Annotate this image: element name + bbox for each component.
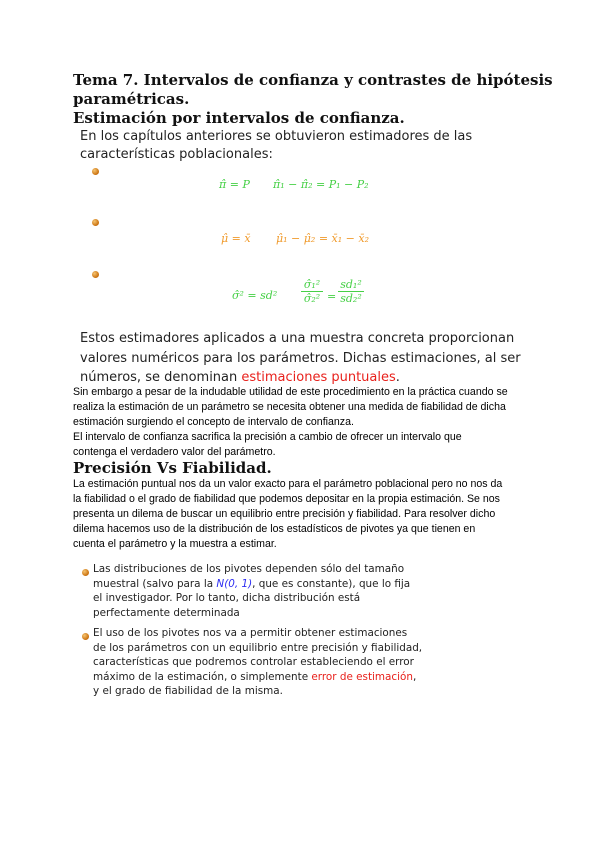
paragraph-precision: La estimación puntual nos da un valor exacto para el parámetro poblacional pero no nos da la fiabilidad o el grado de fiabilidad que podemos depositar en la propia estimación. Se nos presenta un dilema de buscar un equilibrio entre precisión y fiabilidad. Para resolver dicho dilema hacemos uso de la distribución de los estadísticos de pivotes ya que tienen en cuenta el parámetro y la muestra a estimar. (73, 478, 503, 550)
page-title (73, 71, 553, 128)
estimators-line-3: números, se denominan estimaciones puntuales. (80, 370, 400, 385)
bullet-icon (92, 168, 99, 175)
formula-mean: μ̂ = x̄ (221, 232, 251, 245)
bullet-icon (82, 633, 89, 640)
list-item-pivot-distributions: Las distribuciones de los pivotes dependen sólo del tamaño muestral (salvo para la N(0, 1), que es constante), que lo fija el investigador. Por lo tanto, dicha distribución está perfectamente determinada (93, 563, 411, 619)
intro-line-1: En los capítulos anteriores se obtuvieron estimadores de las (80, 129, 473, 144)
estimators-line-2: valores numéricos para los parámetros. Dichas estimaciones, al ser (80, 350, 521, 366)
formula-variance-ratio-rhs (338, 278, 364, 305)
estimators-text (80, 329, 521, 388)
list-item-pivot-usage: El uso de los pivotes nos va a permitir obtener estimaciones de los parámetros con un equilibrio entre precisión y fiabilidad, características que podremos controlar estableciendo el error máximo de la estimación, o simplemente error de estimación, y el grado de fiabilidad de la misma. (93, 627, 423, 698)
rhs-denominator: sd₂² (340, 292, 362, 305)
lhs-numerator: σ̂₁² (301, 278, 323, 292)
rhs-numerator: sd₁² (338, 278, 364, 292)
title-line-2: paramétricas. (73, 90, 190, 108)
term-estimation-error: error de estimación (311, 670, 413, 683)
estimators-line-1: Estos estimadores aplicados a una muestra concreta proporcionan (80, 331, 515, 346)
formula-variance-ratio-lhs (301, 278, 323, 305)
bullet-icon (92, 219, 99, 226)
section-title-precision: Precisión Vs Fiabilidad. (73, 459, 272, 477)
formula-variance: σ̂² = sd² (232, 289, 278, 302)
bullet-icon (92, 271, 99, 278)
formula-equals: = (327, 290, 337, 303)
formula-proportion-diff: π̂₁ − π̂₂ = P₁ − P₂ (273, 178, 369, 191)
intro-text (80, 127, 472, 165)
formula-mean-diff: μ̂₁ − μ̂₂ = x̄₁ − x̄₂ (276, 232, 369, 245)
bullet-icon (82, 569, 89, 576)
title-line-1: Tema 7. Intervalos de confianza y contrastes de hipótesis (73, 71, 553, 89)
term-point-estimates: estimaciones puntuales (241, 370, 396, 385)
lhs-denominator: σ̂₂² (303, 292, 321, 305)
intro-line-2: características poblacionales: (80, 147, 273, 162)
normal-distribution-term: N(0, 1) (216, 577, 253, 590)
paragraph-confidence-interval: Sin embargo a pesar de la indudable utilidad de este procedimiento en la práctica cuando se realiza la estimación de un parámetro se necesita obtener una medida de fiabilidad de dicha estimación surgiendo el concepto de intervalo de confianza. El intervalo de confianza sacrifica la precisión a cambio de ofrecer un intervalo que contenga el verdadero valor del parámetro. (73, 386, 508, 458)
section-title-estimation: Estimación por intervalos de confianza. (73, 109, 405, 127)
formula-proportion: π̂ = P (219, 178, 250, 191)
